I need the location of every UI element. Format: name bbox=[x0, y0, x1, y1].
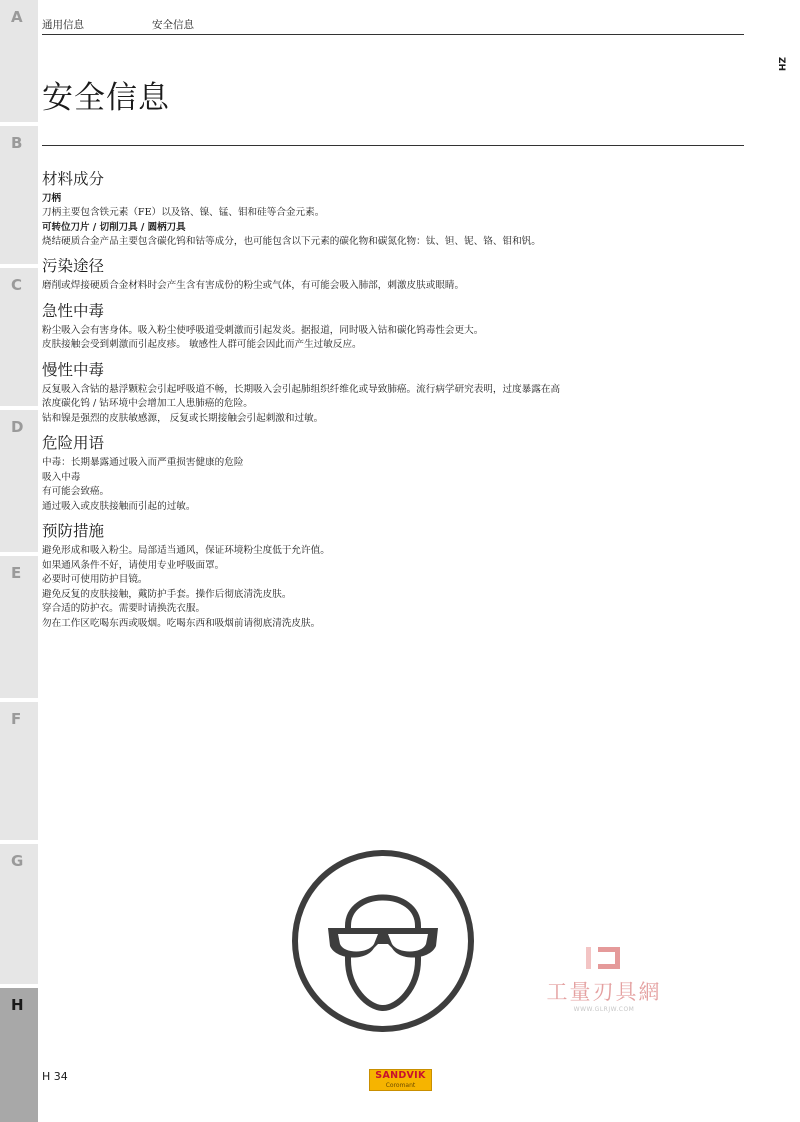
breadcrumb-safety[interactable]: 安全信息 bbox=[152, 19, 194, 31]
watermark bbox=[536, 944, 672, 1013]
section-heading: 污染途径 bbox=[42, 257, 105, 275]
tab-a-label: A bbox=[11, 8, 23, 26]
body-text-line: 吸入中毒 bbox=[42, 471, 81, 483]
safety-goggles-icon bbox=[290, 848, 476, 1034]
page-title: 安全信息 bbox=[42, 80, 170, 116]
body-text-line: 烧结硬质合金产品主要包含碳化钨和钴等成分，也可能包含以下元素的碳化物和碳氮化物：钛、钽、铌、铬、钼和钒。 bbox=[42, 235, 541, 247]
body-text-line: 勿在工作区吃喝东西或吸烟。吃喝东西和吸烟前请彻底清洗皮肤。 bbox=[42, 617, 321, 629]
watermark-title: 工量刃具網 bbox=[546, 980, 662, 1004]
body-text-line: 皮肤接触会受到刺激而引起皮疹。 敏感性人群可能会因此而产生过敏反应。 bbox=[42, 339, 362, 350]
section bbox=[42, 168, 742, 249]
tab-f[interactable] bbox=[0, 702, 38, 840]
language-code: ZH bbox=[776, 57, 786, 72]
tab-b[interactable] bbox=[0, 126, 38, 264]
body-text-line: 通过吸入或皮肤接触而引起的过敏。 bbox=[42, 500, 196, 512]
brand-sub: Coromant bbox=[385, 1082, 416, 1089]
body-text-line: 如果通风条件不好，请使用专业呼吸面罩。 bbox=[42, 559, 225, 571]
tab-d[interactable] bbox=[0, 410, 38, 552]
section bbox=[42, 255, 742, 294]
tab-b-label: B bbox=[11, 134, 23, 152]
body-text-line: 穿合适的防护衣。需要时请换洗衣服。 bbox=[42, 603, 206, 614]
body-text-line: 刀柄主要包含铁元素（FE）以及铬、镍、锰、钼和硅等合金元素。 bbox=[42, 207, 325, 218]
body-text-line: 必要时可使用防护目镜。 bbox=[42, 574, 148, 585]
subheading: 可转位刀片 / 切削刀具 / 圆柄刀具 bbox=[42, 221, 186, 233]
section-heading: 慢性中毒 bbox=[42, 360, 105, 379]
page-number: H 34 bbox=[42, 1070, 68, 1083]
body-text-line: 浓度碳化钨 / 钴环境中会增加工人患肺癌的危险。 bbox=[42, 398, 253, 409]
section bbox=[42, 300, 742, 353]
tab-e-label: E bbox=[11, 564, 22, 582]
tab-h[interactable] bbox=[0, 988, 38, 1122]
tab-f-label: F bbox=[11, 710, 22, 728]
watermark-url: WWW.GLRJW.COM bbox=[573, 1006, 635, 1013]
brand-logo bbox=[369, 1069, 432, 1091]
chapter-tabs bbox=[0, 0, 38, 1122]
tab-g[interactable] bbox=[0, 844, 38, 984]
body-text-line: 避免反复的皮肤接触，戴防护手套。操作后彻底清洗皮肤。 bbox=[42, 588, 292, 600]
body-text-line: 磨削或焊接硬质合金材料时会产生含有害成份的粉尘或气体，有可能会吸入肺部，刺激皮肤或眼睛。 bbox=[42, 280, 465, 291]
watermark-logo-icon bbox=[584, 944, 624, 972]
brand-name: SANDVIK bbox=[375, 1070, 426, 1081]
body-text-line: 避免形成和吸入粉尘。局部适当通风，保证环境粉尘度低于允许值。 bbox=[42, 545, 330, 556]
section-heading: 急性中毒 bbox=[42, 301, 105, 320]
breadcrumb-general[interactable]: 通用信息 bbox=[42, 19, 84, 31]
tab-a[interactable] bbox=[0, 0, 38, 122]
subheading: 刀柄 bbox=[42, 193, 62, 204]
body-text-line: 反复吸入含钴的悬浮颗粒会引起呼吸道不畅，长期吸入会引起肺组织纤维化或导致肺癌。流行病学研究表明，过度暴露在高 bbox=[42, 383, 561, 395]
section bbox=[42, 432, 742, 514]
body-text-line: 粉尘吸入会有害身体。吸入粉尘使呼吸道受刺激而引起发炎。据报道，同时吸入钴和碳化钨毒性会更大。 bbox=[42, 324, 484, 336]
body-text-line: 中毒：长期暴露通过吸入而严重损害健康的危险 bbox=[42, 457, 244, 468]
safety-content bbox=[42, 168, 742, 637]
running-header bbox=[42, 17, 744, 35]
title-divider bbox=[42, 145, 744, 146]
tab-c[interactable] bbox=[0, 268, 38, 406]
tab-c-label: C bbox=[11, 276, 23, 294]
section-heading: 预防措施 bbox=[42, 522, 105, 540]
tab-e[interactable] bbox=[0, 556, 38, 698]
section bbox=[42, 520, 742, 631]
tab-g-label: G bbox=[11, 852, 24, 870]
tab-h-label: H bbox=[11, 996, 24, 1014]
body-text-line: 钴和镍是强烈的皮肤敏感源， 反复或长期接触会引起刺激和过敏。 bbox=[42, 412, 324, 424]
tab-d-label: D bbox=[11, 418, 24, 436]
section bbox=[42, 359, 742, 427]
section-heading: 材料成分 bbox=[42, 170, 105, 188]
body-text-line: 有可能会致癌。 bbox=[42, 486, 110, 497]
section-heading: 危险用语 bbox=[42, 434, 105, 452]
